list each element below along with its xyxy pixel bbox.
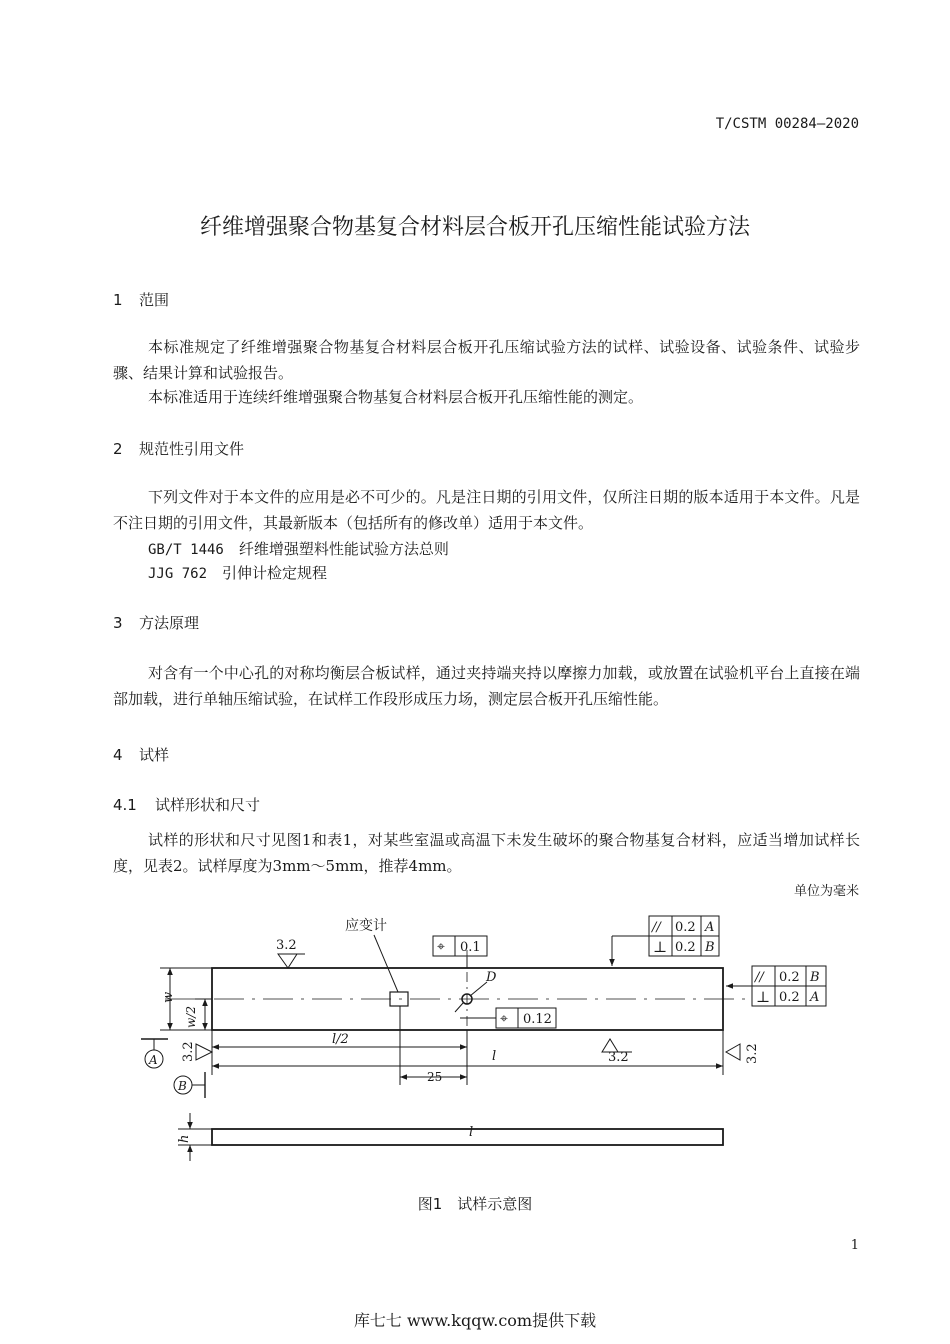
parallelism-icon: // — [652, 920, 661, 935]
tolerance-value: 0.1 — [460, 940, 481, 955]
reference-name: 引伸计检定规程 — [222, 564, 328, 582]
tolerance-value: 0.12 — [523, 1012, 552, 1027]
diameter-label: D — [486, 970, 497, 985]
side-length-label: l — [469, 1125, 474, 1140]
thickness-label: h — [177, 1134, 192, 1143]
roughness-symbol — [726, 1044, 740, 1060]
section-3-paragraph-1: 对含有一个中心孔的对称均衡层合板试样，通过夹持端夹持以摩擦力加载，或放置在试验机平台上直接在端部加载，进行单轴压缩试验，在试样工作段形成压力场，测定层合板开孔压缩性能。 — [113, 664, 860, 708]
reference-name: 纤维增强塑料性能试验方法总则 — [238, 540, 449, 558]
perpendicularity-icon: ⊥ — [756, 988, 771, 1006]
section-number: 4.1 — [113, 796, 137, 814]
gauge-distance-label: 25 — [427, 1070, 443, 1084]
document-title: 纤维增强聚合物基复合材料层合板开孔压缩性能试验方法 — [199, 215, 750, 240]
roughness-label: 3.2 — [745, 1043, 760, 1064]
figure-caption: 图1 试样示意图 — [417, 1195, 533, 1213]
datum-a-label: A — [149, 1053, 158, 1067]
width-label: w — [161, 991, 176, 1003]
section-title: 试样 — [139, 746, 170, 764]
tolerance-value: 0.2 — [675, 940, 696, 955]
section-number: 3 — [113, 614, 123, 632]
reference-code: JJG 762 — [148, 566, 208, 582]
section-1-paragraph-2: 本标准适用于连续纤维增强聚合物基复合材料层合板开孔压缩性能的测定。 — [148, 388, 644, 406]
reference-code: GB/T 1446 — [148, 542, 224, 558]
tolerance-value: 0.2 — [779, 970, 800, 985]
position-icon: ⌖ — [437, 939, 445, 955]
roughness-symbol — [196, 1044, 212, 1060]
section-title: 规范性引用文件 — [139, 440, 245, 458]
length-label: l — [492, 1049, 497, 1064]
tolerance-value: 0.2 — [675, 920, 696, 935]
roughness-label: 3.2 — [276, 938, 297, 953]
datum-ref: B — [810, 970, 820, 985]
datum-ref: B — [705, 940, 715, 955]
position-icon: ⌖ — [500, 1011, 508, 1027]
section-number: 4 — [113, 746, 123, 764]
specimen-side-view — [212, 1129, 723, 1145]
section-2-paragraph-1: 下列文件对于本文件的应用是必不可少的。凡是注日期的引用文件，仅所注日期的版本适用于本文件。凡是不注日期的引用文件，其最新版本（包括所有的修改单）适用于本文件。 — [113, 488, 860, 532]
half-length-label: l/2 — [332, 1032, 349, 1047]
roughness-symbol — [278, 954, 297, 968]
page-number: 1 — [850, 1238, 859, 1253]
diameter-leader-tail — [455, 1003, 463, 1012]
unit-note: 单位为毫米 — [793, 884, 859, 899]
strain-gauge-label: 应变计 — [345, 918, 387, 934]
section-title: 方法原理 — [139, 614, 200, 632]
section-number: 2 — [113, 440, 123, 458]
diameter-leader — [470, 982, 487, 996]
datum-ref: A — [705, 920, 715, 935]
strain-gauge-leader — [374, 935, 398, 992]
section-number: 1 — [113, 291, 123, 309]
document-number: T/CSTM 00284—2020 — [715, 116, 859, 132]
section-title: 范围 — [139, 291, 170, 309]
datum-ref: A — [810, 990, 820, 1005]
roughness-label: 3.2 — [608, 1050, 629, 1065]
section-1-paragraph-1: 本标准规定了纤维增强聚合物基复合材料层合板开孔压缩试验方法的试样、试验设备、试验条件、试验步骤、结果计算和试验报告。 — [113, 338, 860, 382]
tolerance-value: 0.2 — [779, 990, 800, 1005]
roughness-label: 3.2 — [181, 1041, 196, 1062]
parallelism-icon: // — [755, 970, 764, 985]
half-width-label: w/2 — [184, 1006, 198, 1028]
section-4-1-paragraph-1: 试样的形状和尺寸见图1和表1，对某些室温或高温下未发生破坏的聚合物基复合材料，应适当增加试样长度，见表2。试样厚度为3mm～5mm，推荐4mm。 — [113, 831, 860, 875]
section-title: 试样形状和尺寸 — [155, 796, 261, 814]
footer-text: 库七七 www.kqqw.com提供下载 — [353, 1311, 597, 1330]
perpendicularity-icon: ⊥ — [653, 938, 668, 956]
datum-b-label: B — [178, 1079, 187, 1093]
